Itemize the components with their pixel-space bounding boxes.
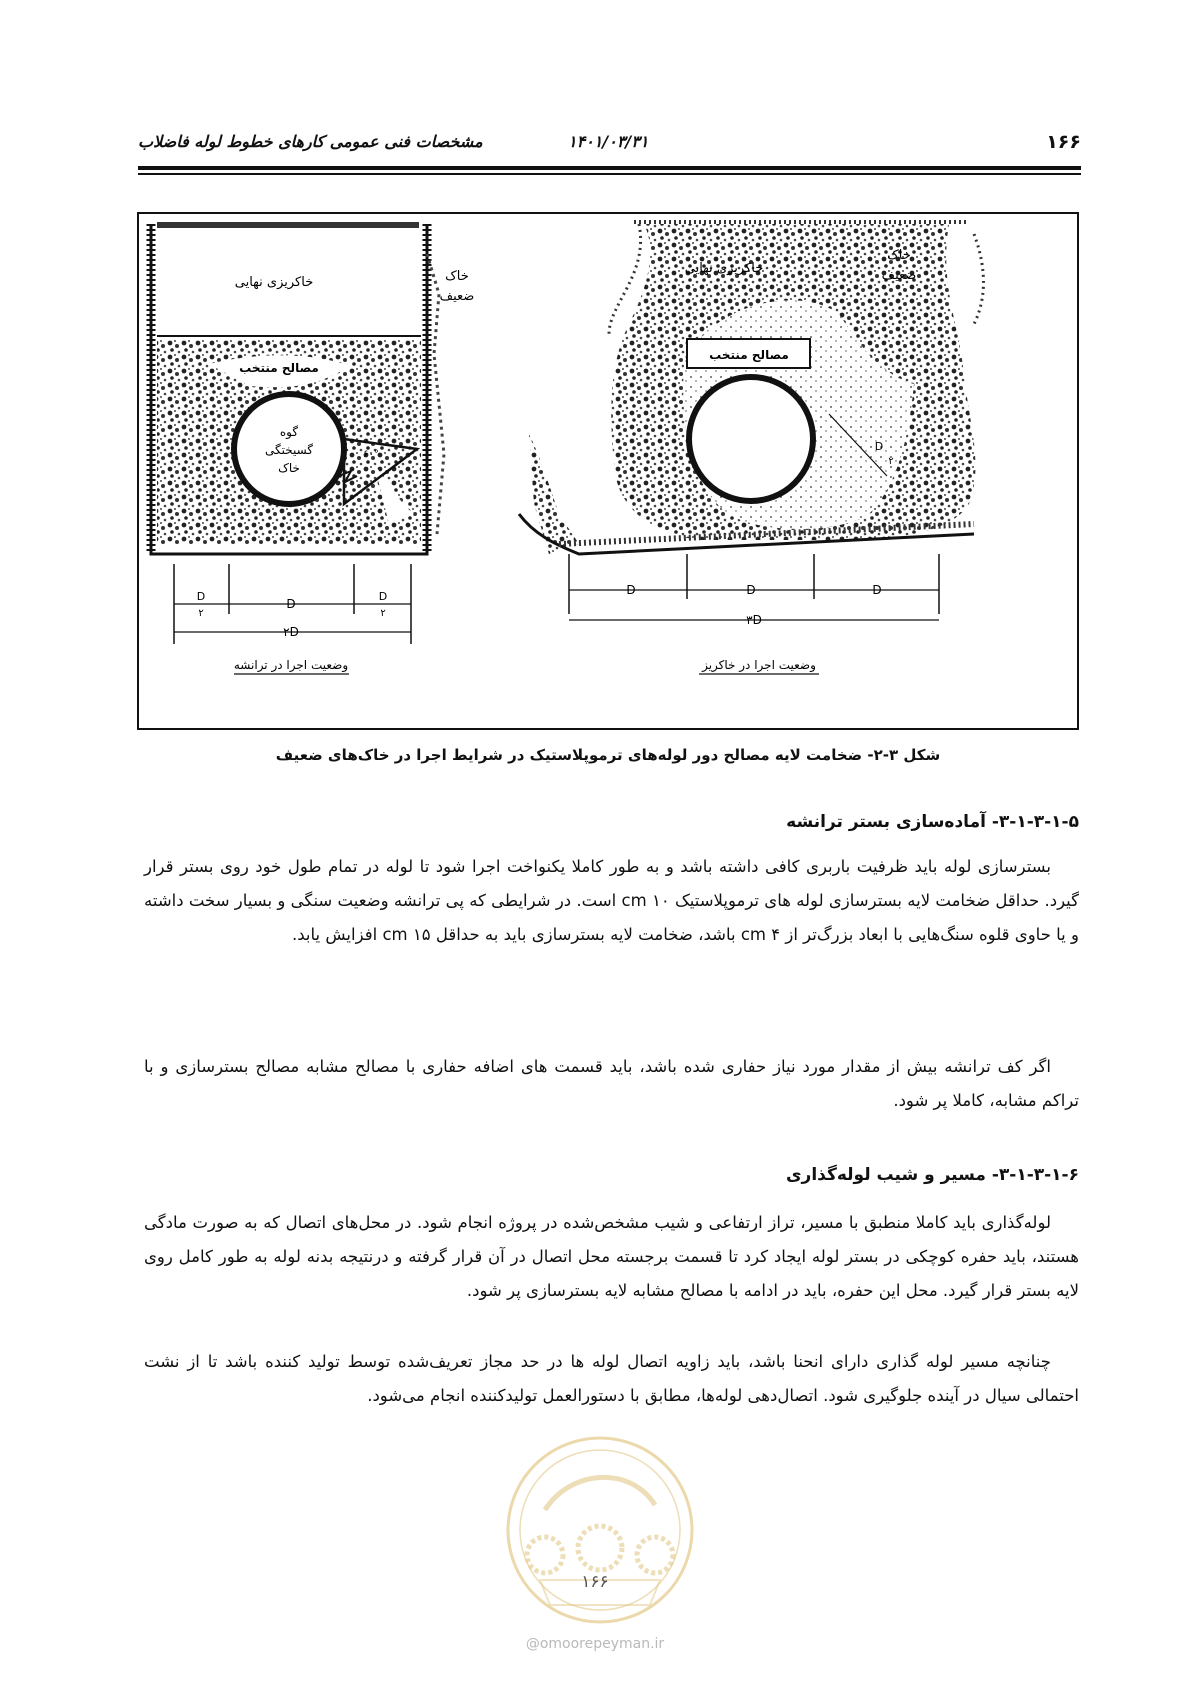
label-weak-soil-right-1: خاک <box>887 248 911 263</box>
section-title-alignment-slope: ۳-۱-۳-۱-۶- مسیر و شیب لوله‌گذاری <box>785 1165 1079 1185</box>
label-weak-soil-left-1: خاک <box>445 269 469 284</box>
dim-d-right-3: D <box>872 583 882 597</box>
dim-d-right-2: D <box>746 583 756 597</box>
header-title: مشخصات فنی عمومی کارهای خطوط لوله فاضلاب <box>138 132 483 151</box>
dim-d-left: D <box>286 597 296 611</box>
dim-total-right: ۳D <box>746 613 762 627</box>
header-page-number: ۱۶۶ <box>1046 131 1081 153</box>
label-final-backfill-right: خاکریزی نهایی <box>684 261 764 276</box>
label-weak-soil-right-2: ضعیف <box>881 268 917 283</box>
paragraph-bedding: بسترسازی لوله باید ظرفیت باربری کافی داشته باشد و به طور کاملا یکنواخت اجرا شود تا لوله در تمام طول خود روی بستر قرار گیرد. حداقل ضخامت لایه بسترسازی لوله های ترموپلاستیک ۱۰ cm است. در شرایطی که پی ترانشه وضعیت سنگی و بسیار سخت داشته و یا حاوی قلوه سنگ‌هایی با ابعاد بزرگ‌تر از ۴ cm باشد، ضخامت لایه بسترسازی باید به حداقل ۱۵ cm افزایش یابد. <box>144 857 1080 944</box>
watermark-url: @omoorepeyman.ir <box>525 1636 665 1652</box>
caption-trench: وضعیت اجرا در ترانشه <box>233 658 349 672</box>
watermark-page-number: ۱۶۶ <box>581 1572 609 1592</box>
paragraph-alignment: لوله‌گذاری باید کاملا منطبق با مسیر، تراز ارتفاعی و شیب مشخص‌شده در پروژه انجام شود. در محل‌های اتصال که به صورت مادگی هستند، باید حفره کوچکی در بستر لوله ایجاد کرد تا قسمت برجسته محل اتصال در آن قرار گرفته و درنتیجه بدنه لوله به طور کامل روی لایه بستر قرار گیرد. محل این حفره، باید در ادامه با مصالح مشابه لایه بسترسازی پر شود. <box>144 1213 1079 1300</box>
caption-embankment: وضعیت اجرا در خاکریز <box>702 658 816 672</box>
dim-half-num-left-a: D <box>196 590 206 603</box>
header-rule-thin <box>138 173 1081 175</box>
label-weak-soil-left-2: ضعیف <box>439 289 475 304</box>
label-wedge-1: گوه <box>279 425 299 439</box>
dim-half-den-left-b: ۲ <box>380 608 386 619</box>
dim-half-den-right: ۲ <box>888 456 894 467</box>
dim-d-right-1: D <box>626 583 636 597</box>
dim-half-num-left-b: D <box>378 590 388 603</box>
label-angle: ۶۰° <box>363 449 379 460</box>
header-date: ۱۴۰۱/۰۳/۳۱ <box>568 132 649 151</box>
label-wedge-3: خاک <box>278 461 300 475</box>
section-title-trench-bed: ۳-۱-۳-۱-۵- آماده‌سازی بستر ترانشه <box>786 812 1079 832</box>
embankment-diagram <box>519 222 983 674</box>
pipe-bedding-figure <box>137 212 1079 730</box>
dim-total-left: ۲D <box>283 625 299 639</box>
label-wedge-2: گسیختگی <box>264 443 314 457</box>
page-header <box>138 126 1081 166</box>
paragraph-curved-route: چنانچه مسیر لوله گذاری دارای انحنا باشد، باید زاویه اتصال لوله ها در حد مجاز تعریف‌شده توسط تولید کننده باشد تا از نشت احتمالی سیال در آینده جلوگیری شود. اتصال‌دهی لوله‌ها، مطابق با دستورالعمل تولیدکننده انجام می‌شود. <box>144 1352 1079 1405</box>
header-rule-thick <box>138 166 1081 170</box>
figure-drawing <box>139 214 1077 728</box>
label-selected-material-right: مصالح منتخب <box>709 348 789 362</box>
dim-half-den-left-a: ۲ <box>198 608 204 619</box>
paragraph-overexcavation: اگر کف ترانشه بیش از مقدار مورد نیاز حفاری شده باشد، باید قسمت های اضافه حفاری با مصالح مشابه مصالح بسترسازی و با تراکم مشابه، کاملا پر شود. <box>144 1057 1079 1110</box>
label-selected-material-left: مصالح منتخب <box>239 361 319 375</box>
watermark-logo <box>500 1430 700 1630</box>
label-final-backfill-left: خاکریزی نهایی <box>234 275 314 290</box>
dim-half-num-right: D <box>874 440 884 453</box>
figure-caption: شکل ۳-۲- ضخامت لایه مصالح دور لوله‌های ترموپلاستیک در شرایط اجرا در خاک‌های ضعیف <box>275 746 941 764</box>
